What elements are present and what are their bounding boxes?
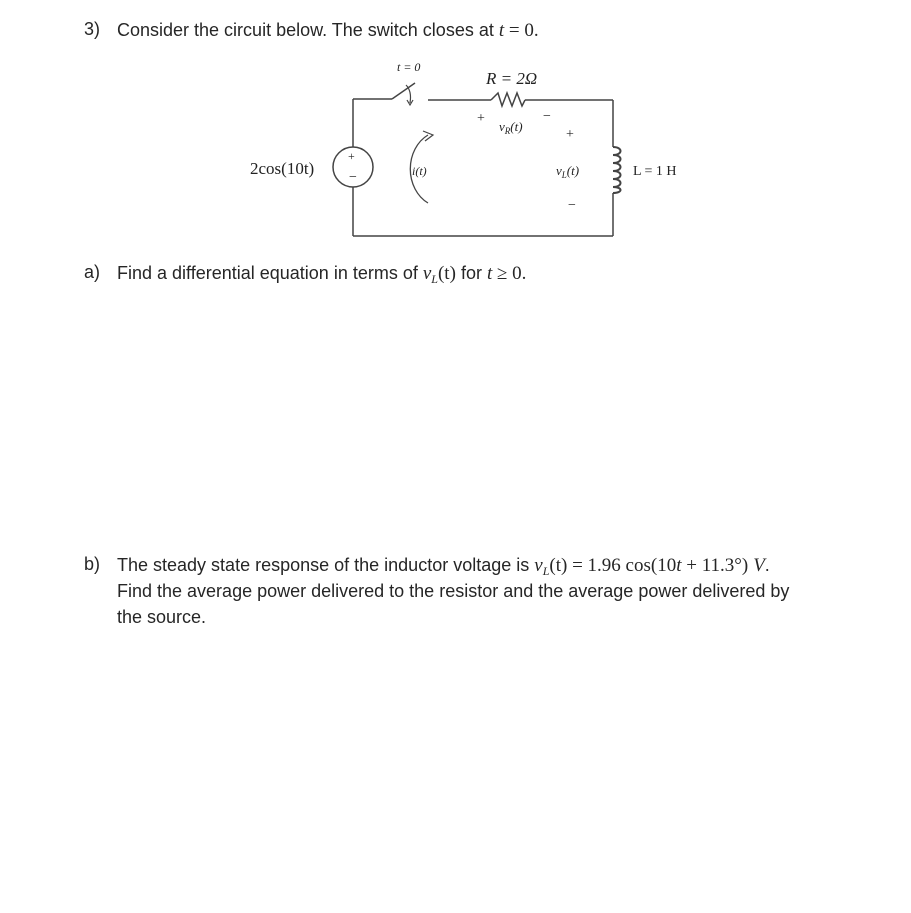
circuit-diagram — [240, 55, 710, 245]
vr-minus: − — [543, 109, 551, 124]
inductor-label: L = 1 H — [633, 164, 677, 179]
part-a-v: v — [422, 263, 432, 284]
part-b-v: v — [534, 555, 543, 576]
part-a-arg: (t) — [437, 263, 456, 284]
part-b-unit: V — [753, 555, 765, 576]
vr-label: $v_R(t)$ — [499, 119, 523, 136]
resistor-label: R = 2Ω — [486, 69, 538, 88]
question-math-rest: = 0. — [504, 20, 539, 41]
question-sentence: Consider the circuit below. The switch closes at — [117, 20, 494, 40]
part-b-eq: (t) = 1.96 cos(10 — [549, 555, 677, 576]
source-minus: − — [349, 170, 357, 185]
question-text — [117, 19, 539, 42]
switch-label: t = 0 — [397, 60, 421, 74]
part-b-line1 — [117, 554, 770, 578]
part-a-number: a) — [84, 262, 101, 282]
vl-minus: − — [568, 198, 576, 213]
part-b-line2: Find the average power delivered to the resistor and the average power delivered by — [117, 581, 790, 601]
part-a-cond-rest: ≥ 0. — [492, 263, 527, 284]
part-b-line3: the source. — [117, 607, 207, 627]
question-math-var: t — [498, 20, 505, 41]
part-a-cond-var: t — [486, 263, 493, 284]
switch-blade — [392, 83, 415, 99]
source-label: 2cos(10t) — [250, 159, 315, 178]
part-a-text — [117, 262, 526, 286]
vl-label: $v_L(t)$ — [556, 163, 580, 180]
part-a-for: for — [460, 263, 482, 283]
current-label: i(t) — [412, 164, 427, 178]
part-b-period: . — [764, 555, 770, 575]
question-number: 3) — [84, 19, 101, 39]
source-plus: + — [348, 149, 355, 163]
part-b-sub: L — [542, 564, 550, 578]
part-b-number: b) — [84, 554, 101, 574]
part-b-sentence: The steady state response of the inductor voltage is — [117, 555, 530, 575]
part-a-sentence: Find a differential equation in terms of — [117, 263, 418, 283]
vr-plus: + — [477, 111, 485, 126]
part-b-eq-t: t — [676, 555, 682, 576]
part-b-eq-rest: + 11.3°) — [681, 555, 749, 576]
resistor-icon — [491, 93, 525, 106]
vl-plus: + — [566, 127, 574, 142]
part-a-sub: L — [431, 272, 438, 286]
